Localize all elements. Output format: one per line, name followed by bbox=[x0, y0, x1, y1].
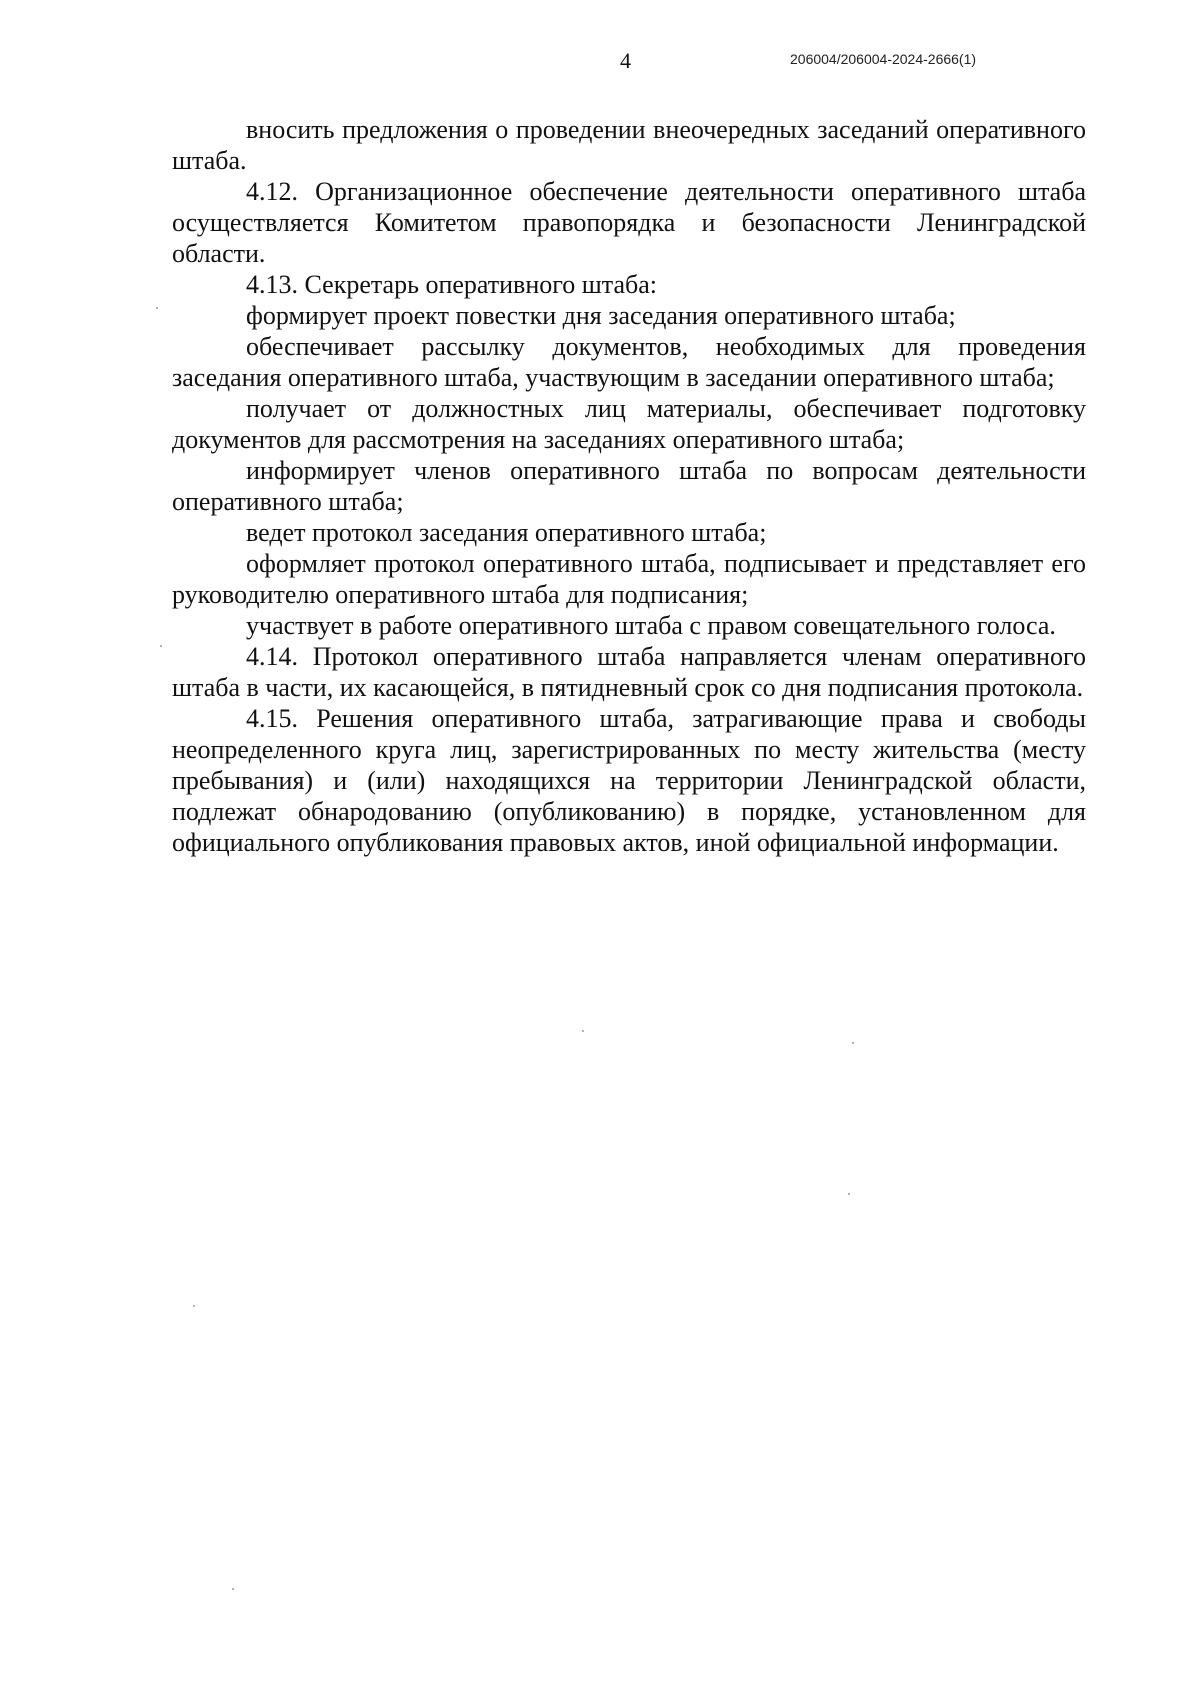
scan-speck bbox=[848, 1193, 850, 1195]
paragraph-materials: получает от должностных лиц материалы, обеспечивает подготовку документов для рассмотрения на заседаниях оперативного штаба; bbox=[172, 394, 1086, 454]
scan-speck bbox=[156, 307, 158, 309]
scan-speck bbox=[193, 1305, 195, 1307]
page-number: 4 bbox=[620, 48, 631, 73]
scan-speck bbox=[582, 1030, 584, 1032]
paragraph-signing: оформляет протокол оперативного штаба, подписывает и представляет его руководителю оперативного штаба для подписания; bbox=[172, 549, 1086, 609]
paragraph-advisory-vote: участвует в работе оперативного штаба с правом совещательного голоса. bbox=[246, 611, 1056, 640]
scan-speck bbox=[852, 1042, 854, 1044]
paragraph-4-13: 4.13. Секретарь оперативного штаба: bbox=[246, 270, 657, 299]
paragraph-minutes: ведет протокол заседания оперативного штаба; bbox=[246, 518, 767, 547]
paragraph-informs: информирует членов оперативного штаба по вопросам деятельности оперативного штаба; bbox=[172, 456, 1086, 516]
document-body bbox=[172, 114, 1086, 858]
scan-speck bbox=[160, 645, 162, 647]
document-id: 206004/206004-2024-2666(1) bbox=[790, 51, 977, 67]
paragraph-4-15: 4.15. Решения оперативного штаба, затрагивающие права и свободы неопределенного круга лиц, зарегистрированных по месту жительства (месту пребывания) и (или) находящихся на территории Ленинградской области, подлежат обнародованию (опубликованию) в порядке, установленном для официального опубликования правовых актов, иной официальной информации. bbox=[172, 704, 1086, 857]
paragraph-agenda: формирует проект повестки дня заседания оперативного штаба; bbox=[246, 301, 956, 330]
paragraph-distribution: обеспечивает рассылку документов, необходимых для проведения заседания оперативного штаба, участвующим в заседании оперативного штаба; bbox=[172, 332, 1086, 392]
paragraph-4-12: 4.12. Организационное обеспечение деятельности оперативного штаба осуществляется Комитетом правопорядка и безопасности Ленинградской области. bbox=[172, 177, 1086, 268]
paragraph-proposals: вносить предложения о проведении внеочередных заседаний оперативного штаба. bbox=[172, 115, 1086, 175]
paragraph-4-14: 4.14. Протокол оперативного штаба направляется членам оперативного штаба в части, их касающейся, в пятидневный срок со дня подписания протокола. bbox=[172, 642, 1086, 702]
scan-speck bbox=[232, 1588, 234, 1590]
